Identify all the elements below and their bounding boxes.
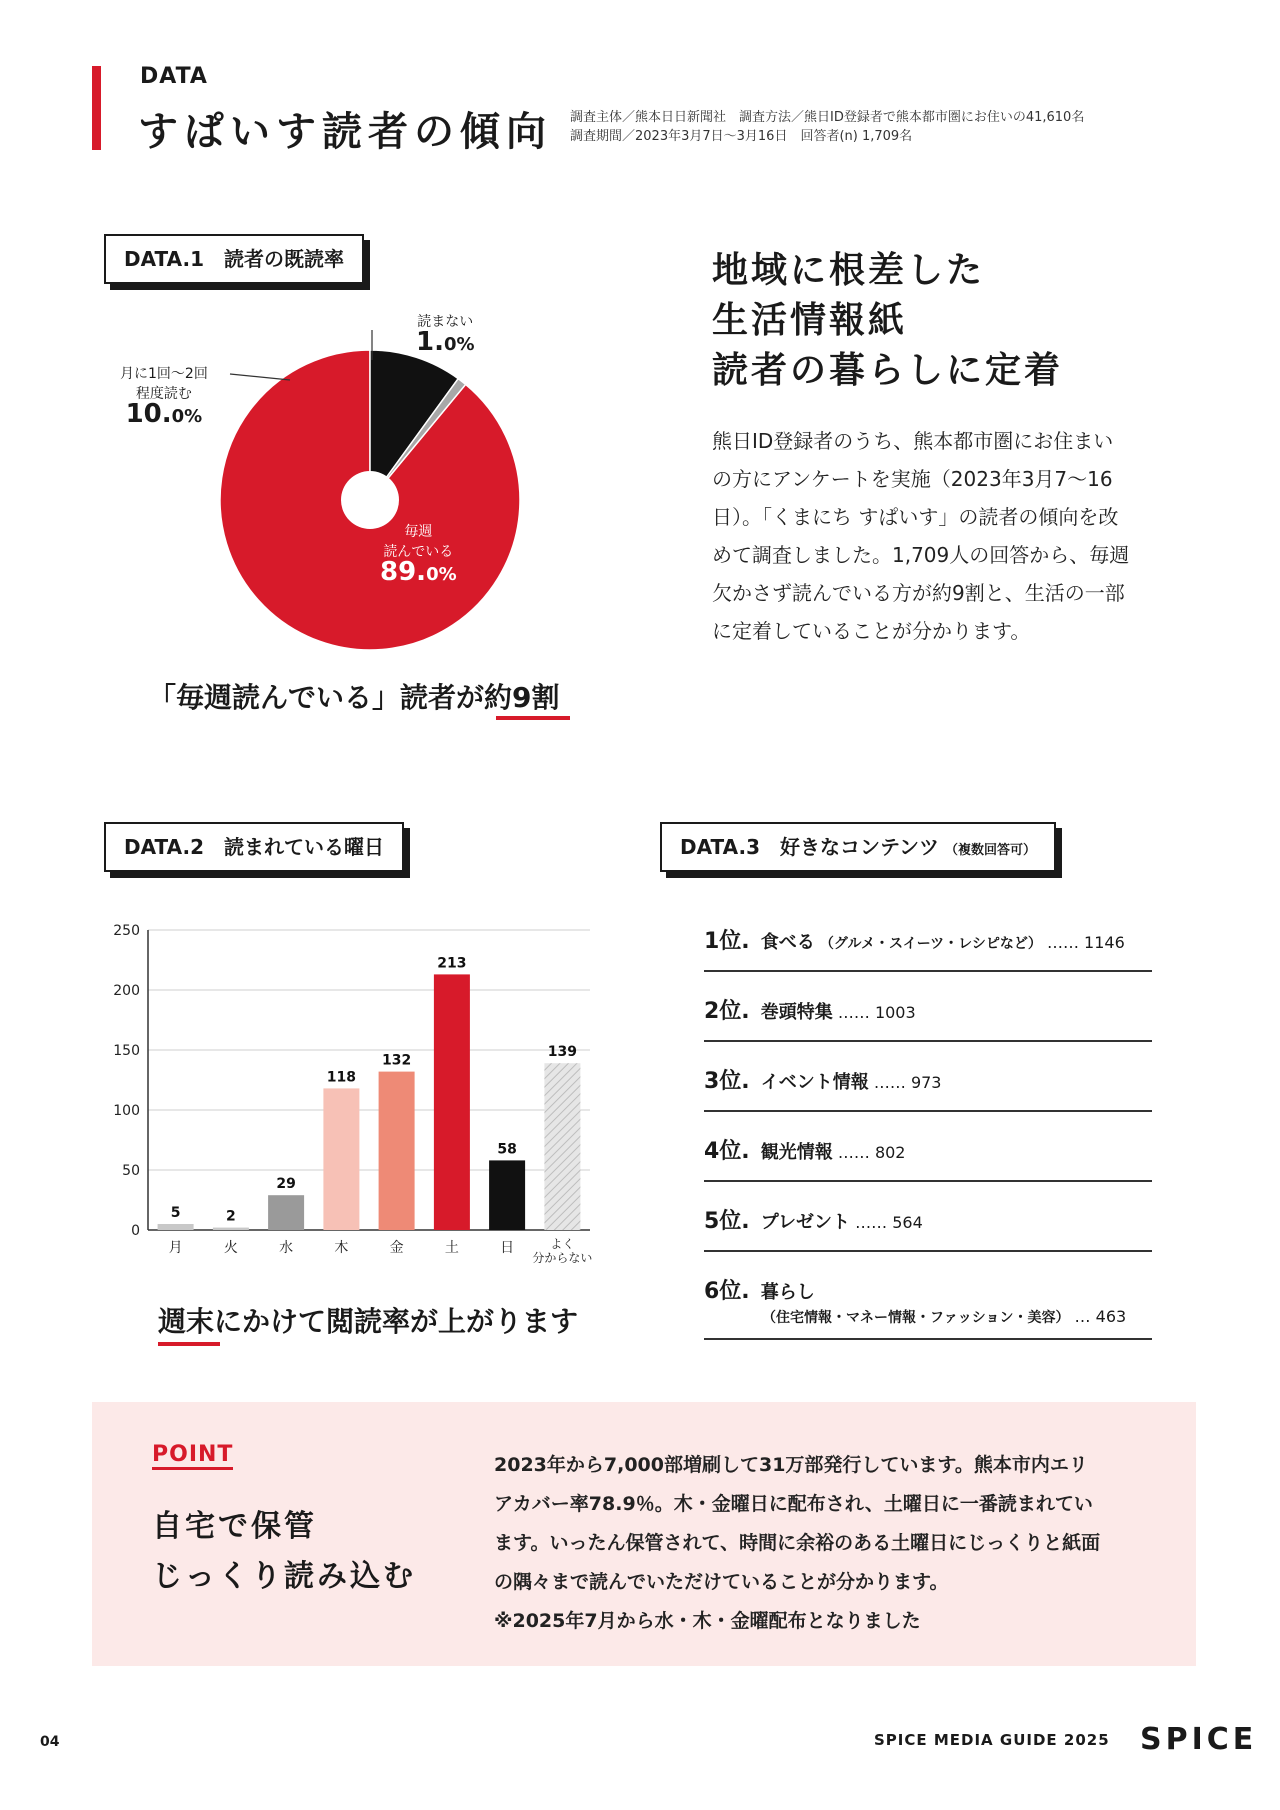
data1-caption: 「毎週読んでいる」読者が約9割 [148, 681, 560, 714]
spice-logo: SPICE [1140, 1722, 1258, 1757]
survey-line-1: 調査主体／熊本日日新聞社 調査方法／熊日ID登録者で熊本都市圏にお住いの41,610名 [570, 110, 1085, 125]
rank-label: プレゼント [760, 1212, 851, 1233]
rank-sub: （住宅情報・マネー情報・ファッション・美容） [762, 1310, 1070, 1326]
rank-count: …… 1003 [837, 1003, 916, 1022]
rank-item-1 [704, 924, 1152, 972]
x-tick-label: 木 [334, 1240, 349, 1256]
rank-label: 暮らし [760, 1282, 815, 1303]
rank-item-5 [704, 1204, 1152, 1252]
x-tick-label: 月 [168, 1240, 183, 1256]
rank-count: … 463 [1074, 1307, 1127, 1326]
x-tick-label: よく [550, 1237, 575, 1251]
bar-value-label: 118 [326, 1069, 356, 1086]
data2-caption: 週末にかけて閲読率が上がります [158, 1305, 579, 1338]
rank-pos: 6位. [704, 1279, 750, 1304]
pie-value-monthly-num: 10. [125, 399, 172, 429]
data1-caption-underline [496, 716, 570, 720]
pie-value-none-num: 1. [416, 327, 444, 357]
pie-label-none-text: 読まない [417, 314, 474, 330]
point-body [494, 1446, 1154, 1641]
bar-value-label: 139 [547, 1044, 577, 1061]
bar-value-label: 5 [170, 1205, 181, 1221]
pie-value-weekly-pct: 0% [426, 564, 457, 585]
point-headline-line-1: 自宅で保管 [152, 1509, 317, 1544]
y-tick-label: 200 [113, 983, 140, 999]
pie-chart [200, 330, 540, 670]
x-tick-label: 水 [279, 1240, 294, 1256]
data3-tag-note: （複数回答可） [944, 843, 1036, 858]
header-kicker: DATA [140, 64, 208, 89]
rank-count: …… 973 [873, 1073, 942, 1092]
x-tick-label: 金 [389, 1240, 404, 1256]
intro-headline-line-3: 読者の暮らしに定着 [712, 350, 1064, 391]
bar-6 [489, 1160, 525, 1230]
rank-item-2 [704, 994, 1152, 1042]
x-tick-label: 分からない [532, 1251, 593, 1265]
y-tick-label: 150 [113, 1043, 140, 1059]
pie-label-weekly-line2: 読んでいる [383, 544, 454, 560]
pie-label-weekly [380, 522, 457, 585]
pie-value-weekly-num: 89. [380, 557, 427, 587]
rank-label: イベント情報 [760, 1072, 869, 1093]
bar-value-label: 2 [226, 1208, 236, 1225]
point-body-line-2: アカバー率78.9％。木・金曜日に配布され、土曜日に一番読まれてい [494, 1493, 1093, 1515]
intro-headline-line-2: 生活情報紙 [712, 300, 908, 341]
header-accent-bar [92, 66, 101, 150]
page-number: 04 [40, 1734, 60, 1750]
rank-pos: 5位. [704, 1209, 750, 1234]
y-tick-label: 250 [113, 923, 140, 939]
bar-3 [323, 1088, 359, 1230]
bar-1 [213, 1228, 249, 1230]
rank-sub: （グルメ・スイーツ・レシピなど） [819, 936, 1042, 952]
rank-count: …… 802 [837, 1143, 906, 1162]
pie-value-none-pct: 0% [443, 334, 475, 355]
footer-guide-title: SPICE MEDIA GUIDE 2025 [874, 1731, 1110, 1749]
intro-headline-line-1: 地域に根差した [712, 250, 986, 291]
y-tick-label: 0 [131, 1223, 140, 1239]
pie-value-none [416, 327, 475, 357]
pie-value-weekly [380, 557, 457, 587]
pie-label-weekly-line1: 毎週 [404, 524, 433, 540]
rank-label: 巻頭特集 [760, 1002, 833, 1023]
pie-value-monthly [120, 399, 208, 429]
bar-2 [268, 1195, 304, 1230]
page-title: すぱいす読者の傾向 [138, 109, 552, 155]
point-kicker: POINT [152, 1442, 233, 1470]
data2-caption-underline [158, 1342, 220, 1346]
pie-label-none [416, 312, 475, 355]
rank-item-6 [704, 1274, 1152, 1340]
leader-line-monthly [230, 374, 290, 380]
pie-label-monthly [120, 364, 208, 427]
bar-value-label: 58 [497, 1141, 517, 1158]
rank-pos: 3位. [704, 1069, 750, 1094]
rank-label: 観光情報 [760, 1142, 833, 1163]
point-body-line-1: 2023年から7,000部増刷して31万部発行しています。熊本市内エリ [494, 1454, 1088, 1476]
point-body-line-5: ※2025年7月から水・木・金曜配布となりました [494, 1610, 921, 1632]
rank-pos: 1位. [704, 929, 750, 954]
bar-value-label: 132 [382, 1052, 412, 1069]
bar-value-label: 29 [276, 1176, 296, 1193]
pie-label-monthly-line1: 月に1回～2回 [120, 366, 208, 382]
point-headline [152, 1502, 416, 1602]
rank-item-4 [704, 1134, 1152, 1182]
y-tick-label: 100 [113, 1103, 140, 1119]
point-headline-line-2: じっくり読み込む [152, 1559, 416, 1594]
pie-center-hole [341, 471, 399, 529]
bar-7 [544, 1063, 580, 1230]
data1-tag: DATA.1 読者の既読率 [104, 234, 364, 284]
x-tick-label: 日 [500, 1240, 515, 1256]
rank-label: 食べる [760, 932, 815, 953]
bar-chart [100, 920, 620, 1270]
survey-info [570, 108, 1084, 146]
rank-pos: 4位. [704, 1139, 750, 1164]
x-tick-label: 火 [223, 1240, 238, 1256]
rank-pos: 2位. [704, 999, 750, 1024]
bar-4 [379, 1072, 415, 1230]
bar-5 [434, 974, 470, 1230]
intro-headline [712, 246, 1063, 396]
bar-0 [158, 1224, 194, 1230]
x-tick-label: 土 [444, 1240, 459, 1256]
y-tick-label: 50 [122, 1163, 140, 1179]
intro-body: 熊日ID登録者のうち、熊本都市圏にお住まいの方にアンケートを実施（2023年3月7～16日）。「くまにち すぱいす」の読者の傾向を改めて調査しました。1,709人の回答から、毎週欠かさず読んでいる方が約9割と、生活の一部に定着していることが分かります。 [712, 429, 1130, 643]
rank-item-3 [704, 1064, 1152, 1112]
point-body-line-4: の隅々まで読んでいただけていることが分かります。 [494, 1571, 949, 1593]
rank-count: …… 1146 [1046, 933, 1125, 952]
pie-label-monthly-line2: 程度読む [135, 386, 192, 402]
data3-tag-text: DATA.3 好きなコンテンツ [680, 835, 939, 859]
pie-value-monthly-pct: 0% [171, 406, 203, 427]
survey-line-2: 調査期間／2023年3月7日～3月16日 回答者(n) 1,709名 [570, 129, 913, 144]
rank-count: …… 564 [855, 1213, 923, 1232]
data3-tag [660, 822, 1056, 872]
data2-tag: DATA.2 読まれている曜日 [104, 822, 404, 872]
point-body-line-3: ます。いったん保管されて、時間に余裕のある土曜日にじっくりと紙面 [494, 1532, 1101, 1554]
bar-value-label: 213 [437, 955, 467, 972]
